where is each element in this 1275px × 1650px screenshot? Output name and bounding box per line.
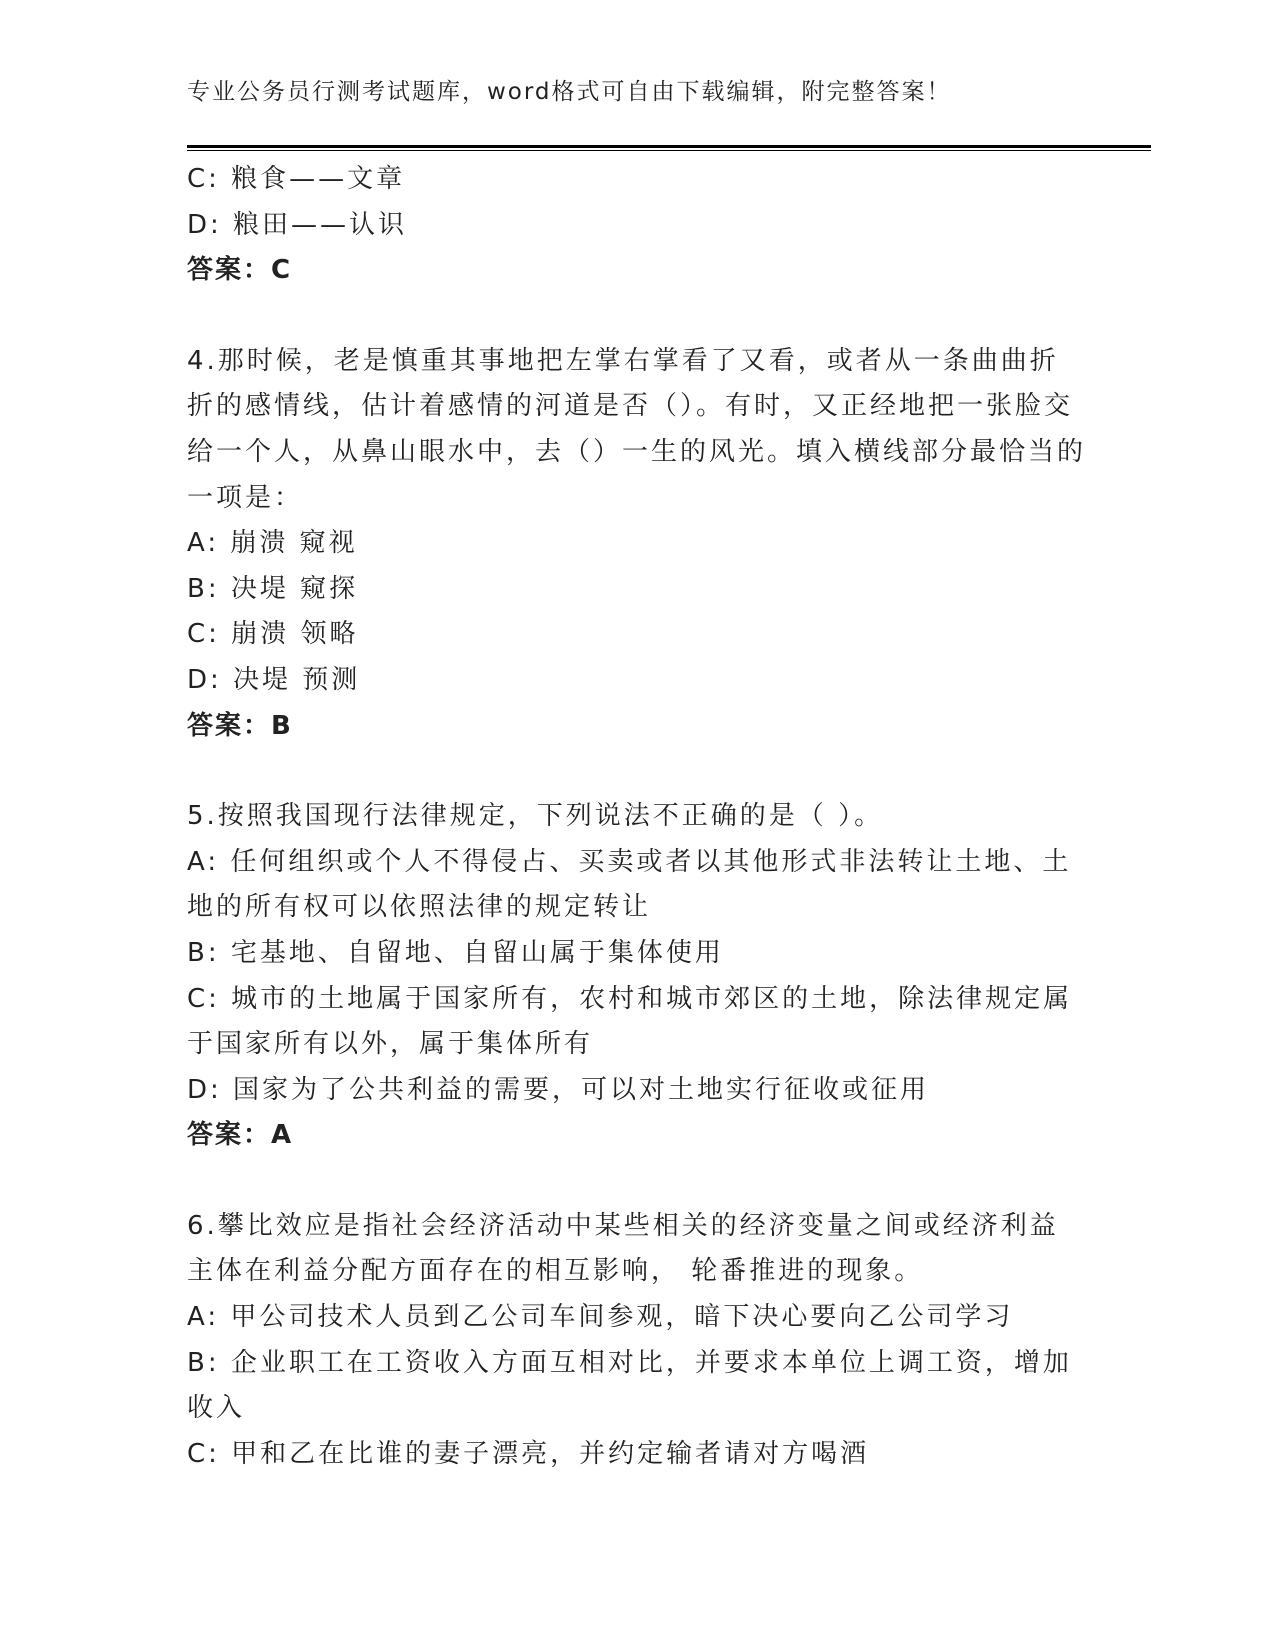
q5-option-c: C: 城市的土地属于国家所有，农村和城市郊区的土地，除法律规定属于国家所有以外，属于集体所有: [187, 983, 1073, 1060]
q5-option-b: B: 宅基地、自留地、自留山属于集体使用: [187, 937, 724, 968]
q4-stem: 4.那时候，老是慎重其事地把左掌右掌看了又看，或者从一条曲曲折折的感情线，估计着感情的河道是否（）。有时，又正经地把一张脸交给一个人，从鼻山眼水中，去（）一生的风光。填入横线部分最恰当的一项是：: [187, 345, 1087, 513]
q4-option-c: C: 崩溃 领略: [187, 619, 359, 650]
q3-answer: 答案：C: [187, 255, 293, 286]
q5-option-a: A: 任何组织或个人不得侵占、买卖或者以其他形式非法转让土地、土地的所有权可以依照法律的规定转让: [187, 846, 1072, 923]
q5-option-d: D: 国家为了公共利益的需要，可以对土地实行征收或征用: [187, 1074, 930, 1105]
spacer: [187, 749, 1087, 794]
q6-option-c: C: 甲和乙在比谁的妻子漂亮，并约定输者请对方喝酒: [187, 1438, 870, 1469]
q3-option-d: D: 粮田——认识: [187, 209, 408, 240]
q6-option-a: A: 甲公司技术人员到乙公司车间参观，暗下决心要向乙公司学习: [187, 1302, 1014, 1333]
spacer: [187, 294, 1087, 339]
page-header: 专业公务员行测考试题库，word格式可自由下载编辑，附完整答案！: [187, 79, 952, 105]
q6-stem: 6.攀比效应是指社会经济活动中某些相关的经济变量之间或经济利益主体在利益分配方面存在的相互影响， 轮番推进的现象。: [187, 1210, 1059, 1287]
q4-option-d: D: 决堤 预测: [187, 664, 361, 695]
q6-option-b: B: 企业职工在工资收入方面互相对比，并要求本单位上调工资，增加收入: [187, 1347, 1072, 1424]
q4-option-b: B: 决堤 窥探: [187, 573, 359, 604]
header-rule-thin: [187, 150, 1151, 151]
q4-answer: 答案：B: [187, 710, 293, 741]
q5-stem: 5.按照我国现行法律规定，下列说法不正确的是（ ）。: [187, 801, 884, 832]
spacer: [187, 1159, 1087, 1204]
document-body: [187, 157, 1087, 1477]
q3-option-c: C: 粮食——文章: [187, 164, 406, 194]
q4-option-a: A: 崩溃 窥视: [187, 528, 358, 559]
header-rule-thick: [187, 145, 1151, 148]
q5-answer: 答案：A: [187, 1120, 294, 1151]
